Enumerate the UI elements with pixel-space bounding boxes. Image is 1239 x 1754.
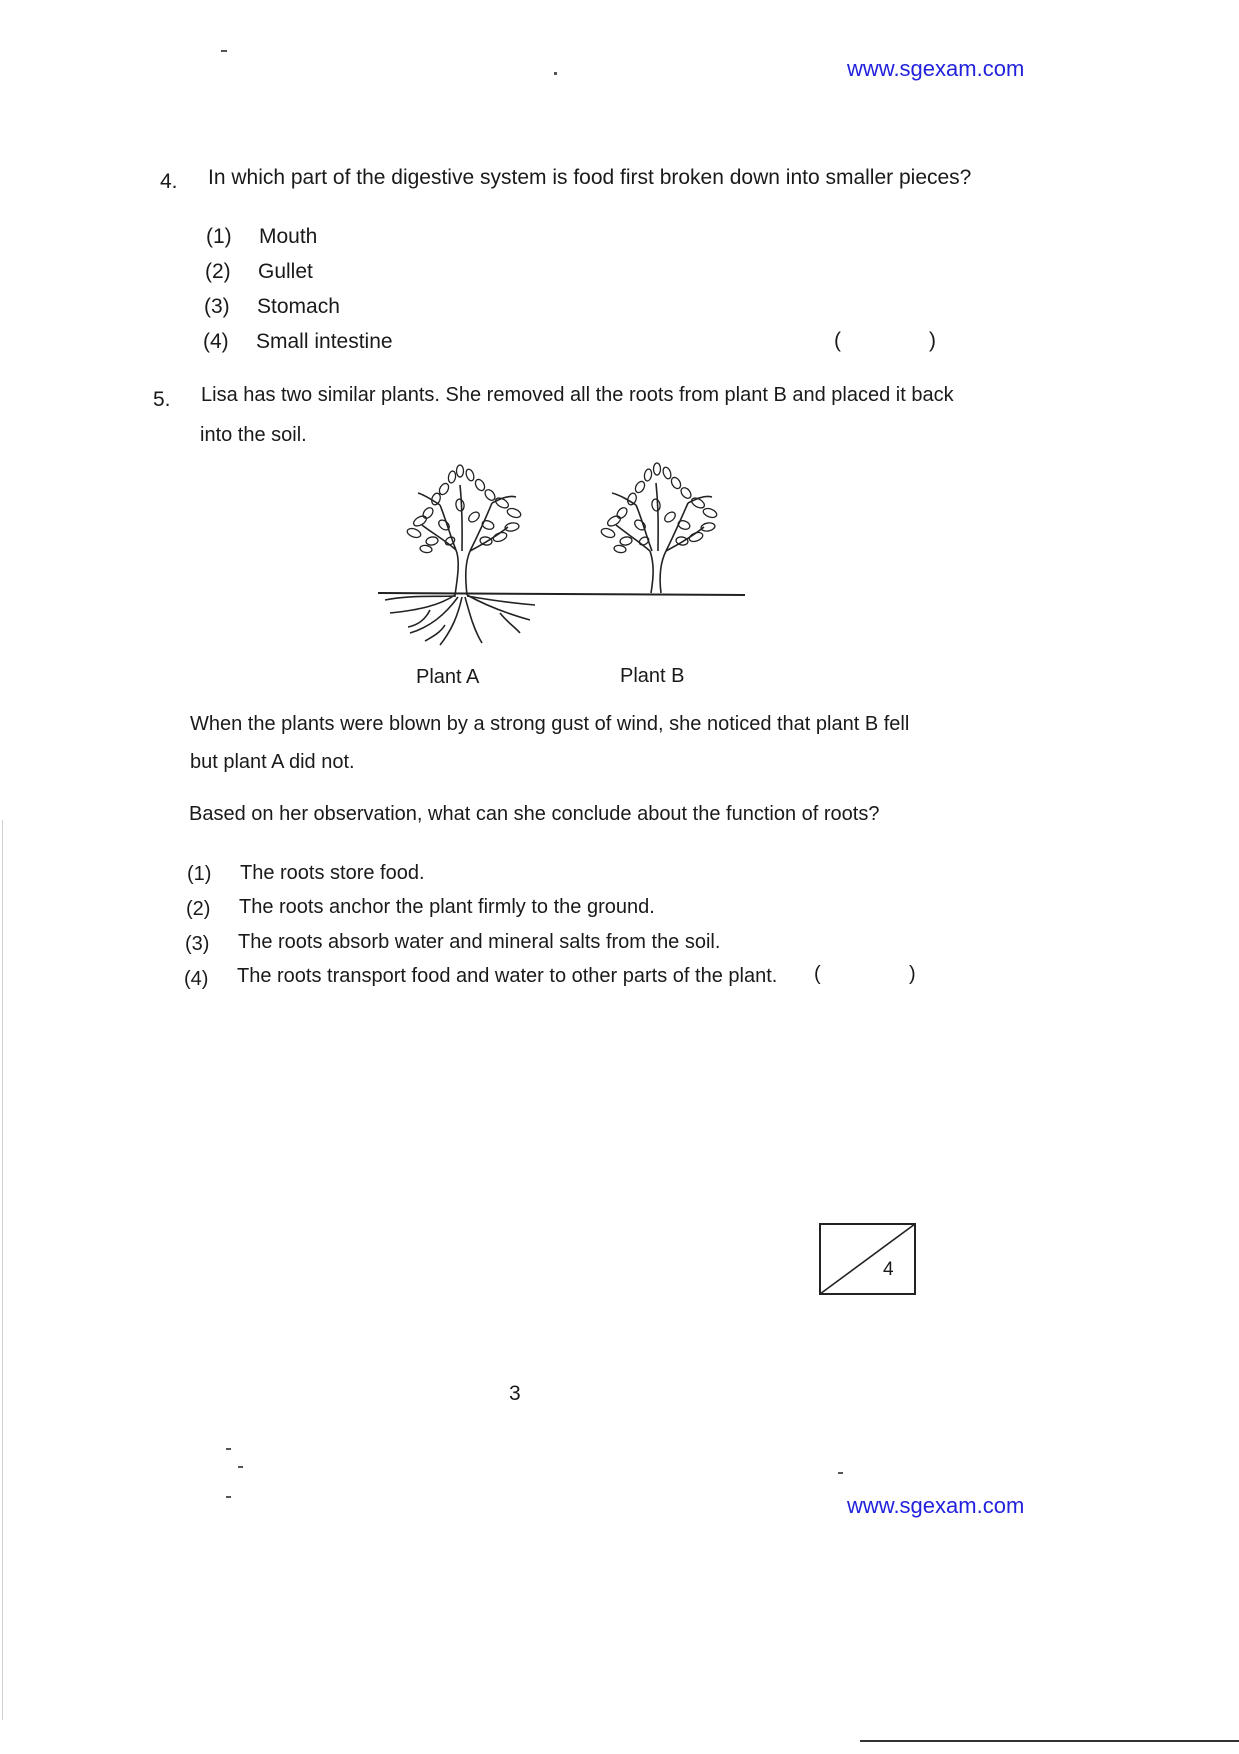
- page-number: 3: [509, 1382, 521, 1405]
- q4-answer-open: (: [834, 329, 841, 352]
- q5-option-2-text: The roots anchor the plant firmly to the ground.: [239, 896, 655, 918]
- q4-number: 4.: [160, 170, 178, 193]
- plants-figure: [370, 455, 760, 655]
- q4-option-1-text: Mouth: [259, 225, 318, 248]
- q4-option-3-text: Stomach: [257, 295, 340, 318]
- q5-answer-open: (: [814, 963, 821, 985]
- q4-option-4-label: (4): [203, 330, 229, 353]
- plant-b-drawing: [600, 463, 718, 593]
- scan-speck: [226, 1496, 231, 1498]
- q5-intro-line1: Lisa has two similar plants. She removed all the roots from plant B and placed it back: [201, 384, 954, 406]
- ground-line: [378, 593, 745, 595]
- plant-a-drawing: [385, 465, 535, 645]
- scan-edge-left: [2, 820, 3, 1720]
- q5-option-2-label: (2): [186, 898, 211, 920]
- scan-edge-bottom: [860, 1740, 1239, 1742]
- scan-speck: [221, 50, 227, 52]
- q4-answer-close: ): [929, 329, 936, 352]
- scan-speck: [226, 1448, 231, 1450]
- scan-speck: [554, 72, 557, 75]
- scan-speck: [838, 1472, 843, 1474]
- q4-option-2-label: (2): [205, 260, 231, 283]
- footer-website: www.sgexam.com: [847, 1493, 1025, 1518]
- q4-option-4-text: Small intestine: [256, 330, 393, 353]
- scan-speck: [238, 1466, 243, 1468]
- caption-plant-a: Plant A: [416, 666, 480, 688]
- caption-plant-b: Plant B: [620, 665, 685, 687]
- header-website: www.sgexam.com: [847, 56, 1025, 81]
- q5-observation-line2: but plant A did not.: [190, 751, 355, 773]
- q4-option-3-label: (3): [204, 295, 230, 318]
- q5-answer-close: ): [909, 963, 916, 985]
- q5-observation-line1: When the plants were blown by a strong gust of wind, she noticed that plant B fell: [190, 713, 910, 735]
- q4-option-2-text: Gullet: [258, 260, 313, 283]
- q5-option-4-label: (4): [184, 968, 209, 990]
- q4-option-1-label: (1): [206, 225, 232, 248]
- q5-question-text: Based on her observation, what can she conclude about the function of roots?: [189, 803, 880, 825]
- q5-number: 5.: [153, 388, 171, 411]
- marks-box: [818, 1222, 918, 1296]
- q5-option-1-text: The roots store food.: [240, 862, 425, 884]
- q5-option-3-text: The roots absorb water and mineral salts from the soil.: [238, 931, 721, 953]
- q5-option-4-text: The roots transport food and water to other parts of the plant.: [237, 965, 778, 987]
- q5-option-1-label: (1): [187, 863, 212, 885]
- marks-value: 4: [883, 1259, 894, 1280]
- q5-option-3-label: (3): [185, 933, 210, 955]
- q4-question-text: In which part of the digestive system is food first broken down into smaller pieces?: [208, 166, 972, 189]
- q5-intro-line2: into the soil.: [200, 424, 307, 446]
